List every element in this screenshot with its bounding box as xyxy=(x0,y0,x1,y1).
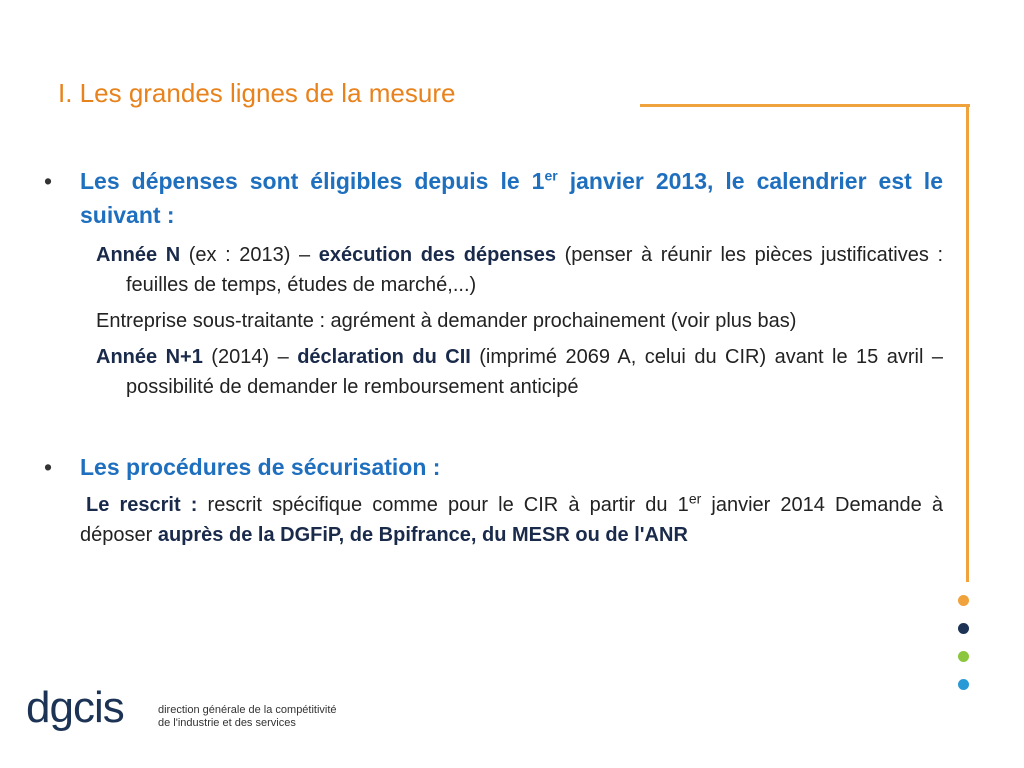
slide-title: I. Les grandes lignes de la mesure xyxy=(58,78,456,108)
navy-dot xyxy=(958,623,969,634)
sub-item-text: Entreprise sous-traitante : agrément à demander prochainement (voir plus bas) xyxy=(96,310,797,332)
frame-top-line xyxy=(640,104,970,107)
paragraph-text: janvier 2014 Demande à déposer xyxy=(80,494,944,546)
slide-content xyxy=(40,164,943,550)
bullet-text: Les procédures de sécurisation : xyxy=(80,454,441,480)
bullet-marker: • xyxy=(44,168,53,194)
sub-item-annee-n1 xyxy=(40,342,943,402)
paragraph-emphasis: auprès de la DGFiP, de Bpifrance, du MESR ou de l'ANR xyxy=(157,524,688,546)
sub-item-label: Année N+1 xyxy=(96,346,203,368)
rescrit-paragraph xyxy=(40,490,943,550)
bullet-securisation xyxy=(40,450,943,484)
sub-item-emphasis: exécution des dépenses xyxy=(318,244,557,266)
sub-item-text: (imprimé 2069 A, celui du CIR) avant le 15 avril – possibilité de demander le remboursement anticipé xyxy=(126,346,943,398)
blue-dot xyxy=(958,679,969,690)
green-dot xyxy=(958,651,969,662)
sub-item-label: Année N xyxy=(96,244,181,266)
bullet-text: Les dépenses sont éligibles depuis le 1 xyxy=(80,168,545,194)
logo-caption-line: direction générale de la compétitivité xyxy=(158,704,337,716)
orange-dot xyxy=(958,595,969,606)
logo-caption xyxy=(158,704,337,730)
ordinal-superscript: er xyxy=(544,167,558,184)
bullet-text: janvier 2013, le calendrier est le suivant : xyxy=(80,168,943,228)
logo-wordmark: dgcis xyxy=(26,683,124,732)
ordinal-superscript: er xyxy=(688,490,702,507)
logo-caption-line: de l'industrie et des services xyxy=(158,717,296,729)
sub-item-text: (2014) – xyxy=(202,346,298,368)
sub-item-emphasis: déclaration du CII xyxy=(297,346,471,368)
sub-item-subcontractor xyxy=(40,306,943,336)
rescrit-label: Le rescrit : xyxy=(86,494,198,516)
bullet-marker: • xyxy=(44,454,53,480)
frame-right-line xyxy=(966,104,969,582)
paragraph-text: rescrit spécifique comme pour le CIR à partir du 1 xyxy=(197,494,689,516)
sub-item-text: (penser à réunir les pièces justificatives : feuilles de temps, études de marché,...) xyxy=(126,244,944,296)
sub-item-annee-n xyxy=(40,240,943,300)
bullet-eligible-expenses xyxy=(40,164,943,232)
sub-item-text: (ex : 2013) – xyxy=(180,244,319,266)
